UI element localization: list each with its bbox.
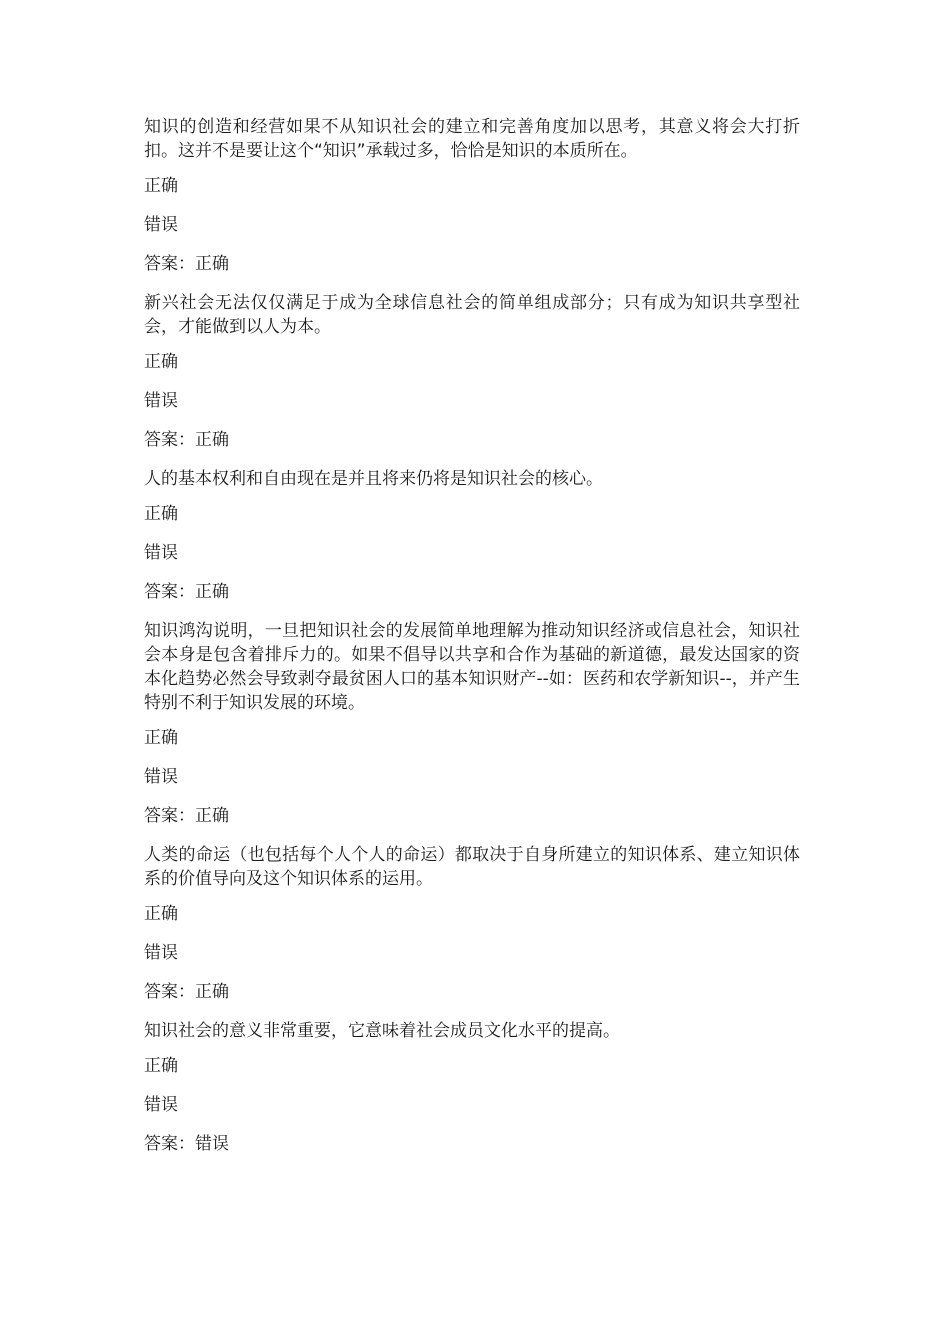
question-text: 人的基本权利和自由现在是并且将来仍将是知识社会的核心。 bbox=[144, 469, 603, 489]
option-true: 正确 bbox=[144, 728, 178, 748]
question-text: 新兴社会无法仅仅满足于成为全球信息社会的简单组成部分；只有成为知识共享型社会，才能做到以人为本。 bbox=[144, 293, 800, 337]
option-true: 正确 bbox=[144, 1056, 178, 1076]
option-false: 错误 bbox=[144, 215, 178, 235]
answer-text: 答案：正确 bbox=[144, 582, 229, 602]
option-false: 错误 bbox=[144, 391, 178, 411]
question-item bbox=[144, 115, 800, 276]
question-text: 知识社会的意义非常重要，它意味着社会成员文化水平的提高。 bbox=[144, 1021, 620, 1041]
option-false: 错误 bbox=[144, 767, 178, 787]
option-true: 正确 bbox=[144, 176, 178, 196]
answer-text: 答案：正确 bbox=[144, 254, 229, 274]
question-item bbox=[144, 291, 800, 452]
question-item bbox=[144, 467, 800, 604]
option-false: 错误 bbox=[144, 543, 178, 563]
option-false: 错误 bbox=[144, 1095, 178, 1115]
answer-text: 答案：正确 bbox=[144, 430, 229, 450]
question-item bbox=[144, 619, 800, 828]
option-true: 正确 bbox=[144, 904, 178, 924]
answer-text: 答案：错误 bbox=[144, 1134, 229, 1154]
option-true: 正确 bbox=[144, 504, 178, 524]
answer-text: 答案：正确 bbox=[144, 806, 229, 826]
option-false: 错误 bbox=[144, 943, 178, 963]
question-text: 知识鸿沟说明，一旦把知识社会的发展简单地理解为推动知识经济或信息社会，知识社会本身是包含着排斥力的。如果不倡导以共享和合作为基础的新道德，最发达国家的资本化趋势必然会导致剥夺最贫困人口的基本知识财产--如：医药和农学新知识--，并产生特别不利于知识发展的环境。 bbox=[144, 621, 800, 713]
question-text: 知识的创造和经营如果不从知识社会的建立和完善角度加以思考，其意义将会大打折扣。这并不是要让这个“知识”承载过多，恰恰是知识的本质所在。 bbox=[144, 117, 800, 161]
question-text: 人类的命运（也包括每个人个人的命运）都取决于自身所建立的知识体系、建立知识体系的价值导向及这个知识体系的运用。 bbox=[144, 845, 800, 889]
option-true: 正确 bbox=[144, 352, 178, 372]
question-list bbox=[144, 115, 800, 1171]
answer-text: 答案：正确 bbox=[144, 982, 229, 1002]
question-item bbox=[144, 843, 800, 1004]
question-item bbox=[144, 1019, 800, 1156]
